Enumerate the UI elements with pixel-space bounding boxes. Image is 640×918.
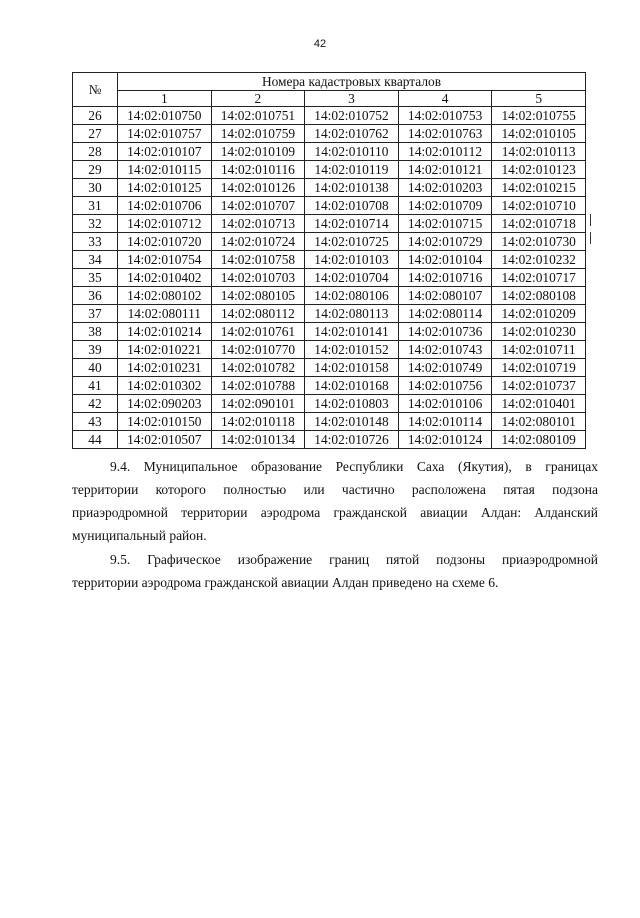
cadastral-number-cell: 14:02:010737: [492, 377, 586, 395]
cadastral-number-cell: 14:02:010724: [211, 233, 305, 251]
table-row: [73, 251, 586, 269]
column-number-header: 4: [398, 91, 492, 107]
cadastral-number-cell: 14:02:010717: [492, 269, 586, 287]
cadastral-number-cell: 14:02:010750: [118, 107, 212, 125]
cadastral-number-cell: 14:02:010707: [211, 197, 305, 215]
cadastral-number-cell: 14:02:010725: [305, 233, 399, 251]
cadastral-number-cell: 14:02:010107: [118, 143, 212, 161]
cadastral-number-cell: 14:02:010124: [398, 431, 492, 449]
row-number-cell: 38: [73, 323, 118, 341]
cadastral-number-cell: 14:02:010203: [398, 179, 492, 197]
cadastral-number-cell: 14:02:080105: [211, 287, 305, 305]
table-row: [73, 413, 586, 431]
scan-artifact: [590, 232, 591, 244]
cadastral-number-cell: 14:02:080109: [492, 431, 586, 449]
cadastral-number-cell: 14:02:010712: [118, 215, 212, 233]
number-column-header: №: [73, 73, 118, 107]
table-row: [73, 341, 586, 359]
row-number-cell: 36: [73, 287, 118, 305]
row-number-cell: 43: [73, 413, 118, 431]
row-number-cell: 42: [73, 395, 118, 413]
row-number-cell: 31: [73, 197, 118, 215]
table-row: [73, 143, 586, 161]
cadastral-number-cell: 14:02:010736: [398, 323, 492, 341]
table-row: [73, 233, 586, 251]
table-row: [73, 377, 586, 395]
cadastral-number-cell: 14:02:010116: [211, 161, 305, 179]
cadastral-number-cell: 14:02:010507: [118, 431, 212, 449]
row-number-cell: 30: [73, 179, 118, 197]
row-number-cell: 41: [73, 377, 118, 395]
cadastral-number-cell: 14:02:010716: [398, 269, 492, 287]
cadastral-number-cell: 14:02:010114: [398, 413, 492, 431]
table-row: [73, 107, 586, 125]
table-row: [73, 323, 586, 341]
cadastral-number-cell: 14:02:010715: [398, 215, 492, 233]
cadastral-number-cell: 14:02:010782: [211, 359, 305, 377]
cadastral-number-cell: 14:02:010706: [118, 197, 212, 215]
table-row: [73, 125, 586, 143]
cadastral-number-cell: 14:02:010709: [398, 197, 492, 215]
cadastral-number-cell: 14:02:010749: [398, 359, 492, 377]
cadastral-number-cell: 14:02:010726: [305, 431, 399, 449]
cadastral-number-cell: 14:02:010138: [305, 179, 399, 197]
cadastral-number-cell: 14:02:010215: [492, 179, 586, 197]
cadastral-number-cell: 14:02:080108: [492, 287, 586, 305]
cadastral-number-cell: 14:02:010209: [492, 305, 586, 323]
cadastral-number-cell: 14:02:010743: [398, 341, 492, 359]
cadastral-number-cell: 14:02:010708: [305, 197, 399, 215]
cadastral-number-cell: 14:02:080102: [118, 287, 212, 305]
page-number: 42: [313, 38, 327, 50]
table-row: [73, 215, 586, 233]
cadastral-number-cell: 14:02:010720: [118, 233, 212, 251]
cadastral-number-cell: 14:02:010232: [492, 251, 586, 269]
paragraph-9-5: [72, 548, 598, 594]
cadastral-number-cell: 14:02:010152: [305, 341, 399, 359]
table-row: [73, 287, 586, 305]
cadastral-number-cell: 14:02:010758: [211, 251, 305, 269]
cadastral-number-cell: 14:02:010302: [118, 377, 212, 395]
cadastral-number-cell: 14:02:010126: [211, 179, 305, 197]
table-row: [73, 359, 586, 377]
column-number-header: 1: [118, 91, 212, 107]
cadastral-number-cell: 14:02:010763: [398, 125, 492, 143]
cadastral-number-cell: 14:02:010118: [211, 413, 305, 431]
paragraph-line: 9.4. Муниципальное образование Республики Саха (Якутия), в границах: [110, 459, 598, 474]
cadastral-number-cell: 14:02:010730: [492, 233, 586, 251]
cadastral-number-cell: 14:02:010115: [118, 161, 212, 179]
cadastral-number-cell: 14:02:010770: [211, 341, 305, 359]
column-number-header: 3: [305, 91, 399, 107]
cadastral-number-cell: 14:02:010703: [211, 269, 305, 287]
cadastral-quarters-table: [72, 72, 586, 449]
cadastral-number-cell: 14:02:010713: [211, 215, 305, 233]
row-number-cell: 28: [73, 143, 118, 161]
cadastral-number-cell: 14:02:080106: [305, 287, 399, 305]
cadastral-number-cell: 14:02:010230: [492, 323, 586, 341]
cadastral-number-cell: 14:02:010752: [305, 107, 399, 125]
cadastral-number-cell: 14:02:010402: [118, 269, 212, 287]
cadastral-number-cell: 14:02:010704: [305, 269, 399, 287]
table-row: [73, 269, 586, 287]
paragraph-line: 9.5. Графическое изображение границ пятой подзоны приаэродромной: [110, 552, 598, 567]
table-body: [73, 107, 586, 449]
cadastral-number-cell: 14:02:010134: [211, 431, 305, 449]
row-number-cell: 33: [73, 233, 118, 251]
row-number-cell: 27: [73, 125, 118, 143]
cadastral-number-cell: 14:02:080107: [398, 287, 492, 305]
cadastral-number-cell: 14:02:010158: [305, 359, 399, 377]
cadastral-number-cell: 14:02:010214: [118, 323, 212, 341]
cadastral-number-cell: 14:02:080101: [492, 413, 586, 431]
cadastral-number-cell: 14:02:010106: [398, 395, 492, 413]
row-number-cell: 40: [73, 359, 118, 377]
cadastral-number-cell: 14:02:010711: [492, 341, 586, 359]
cadastral-number-cell: 14:02:010753: [398, 107, 492, 125]
cadastral-number-cell: 14:02:010125: [118, 179, 212, 197]
row-number-cell: 32: [73, 215, 118, 233]
cadastral-number-cell: 14:02:010109: [211, 143, 305, 161]
column-number-header: 2: [211, 91, 305, 107]
cadastral-number-cell: 14:02:010761: [211, 323, 305, 341]
column-number-header: 5: [492, 91, 586, 107]
cadastral-number-cell: 14:02:080113: [305, 305, 399, 323]
table-header: [73, 73, 586, 107]
row-number-cell: 29: [73, 161, 118, 179]
paragraph-line: приаэродромной территории аэродрома гражданской авиации Алдан: Алданский: [72, 505, 598, 520]
cadastral-number-cell: 14:02:010103: [305, 251, 399, 269]
table-row: [73, 161, 586, 179]
cadastral-number-cell: 14:02:080111: [118, 305, 212, 323]
row-number-cell: 34: [73, 251, 118, 269]
cadastral-number-cell: 14:02:010803: [305, 395, 399, 413]
cadastral-number-cell: 14:02:010105: [492, 125, 586, 143]
table-row: [73, 197, 586, 215]
scan-artifact: [590, 214, 591, 226]
table-row: [73, 431, 586, 449]
cadastral-number-cell: 14:02:090101: [211, 395, 305, 413]
row-number-cell: 37: [73, 305, 118, 323]
cadastral-number-cell: 14:02:010123: [492, 161, 586, 179]
cadastral-number-cell: 14:02:010112: [398, 143, 492, 161]
paragraph-9-4: [72, 455, 598, 547]
cadastral-number-cell: 14:02:010119: [305, 161, 399, 179]
cadastral-number-cell: 14:02:010751: [211, 107, 305, 125]
row-number-cell: 44: [73, 431, 118, 449]
cadastral-number-cell: 14:02:010714: [305, 215, 399, 233]
cadastral-number-cell: 14:02:010762: [305, 125, 399, 143]
cadastral-group-header: Номера кадастровых кварталов: [118, 73, 586, 91]
cadastral-number-cell: 14:02:080114: [398, 305, 492, 323]
cadastral-number-cell: 14:02:010113: [492, 143, 586, 161]
cadastral-number-cell: 14:02:010755: [492, 107, 586, 125]
cadastral-number-cell: 14:02:010710: [492, 197, 586, 215]
table-row: [73, 395, 586, 413]
cadastral-number-cell: 14:02:010719: [492, 359, 586, 377]
cadastral-number-cell: 14:02:010104: [398, 251, 492, 269]
cadastral-number-cell: 14:02:090203: [118, 395, 212, 413]
cadastral-number-cell: 14:02:010759: [211, 125, 305, 143]
cadastral-number-cell: 14:02:010788: [211, 377, 305, 395]
cadastral-number-cell: 14:02:010401: [492, 395, 586, 413]
cadastral-number-cell: 14:02:010718: [492, 215, 586, 233]
cadastral-number-cell: 14:02:010757: [118, 125, 212, 143]
cadastral-number-cell: 14:02:010141: [305, 323, 399, 341]
cadastral-number-cell: 14:02:010754: [118, 251, 212, 269]
table-row: [73, 179, 586, 197]
row-number-cell: 26: [73, 107, 118, 125]
paragraph-line: территории которого полностью или частично расположена пятая подзона: [72, 482, 598, 497]
cadastral-number-cell: 14:02:080112: [211, 305, 305, 323]
cadastral-number-cell: 14:02:010756: [398, 377, 492, 395]
paragraph-line: территории аэродрома гражданской авиации Алдан приведено на схеме 6.: [72, 575, 499, 590]
paragraph-line: муниципальный район.: [72, 528, 207, 543]
cadastral-number-cell: 14:02:010168: [305, 377, 399, 395]
cadastral-number-cell: 14:02:010221: [118, 341, 212, 359]
cadastral-number-cell: 14:02:010729: [398, 233, 492, 251]
row-number-cell: 39: [73, 341, 118, 359]
cadastral-number-cell: 14:02:010110: [305, 143, 399, 161]
cadastral-number-cell: 14:02:010231: [118, 359, 212, 377]
cadastral-number-cell: 14:02:010148: [305, 413, 399, 431]
table-row: [73, 305, 586, 323]
cadastral-number-cell: 14:02:010121: [398, 161, 492, 179]
cadastral-number-cell: 14:02:010150: [118, 413, 212, 431]
row-number-cell: 35: [73, 269, 118, 287]
